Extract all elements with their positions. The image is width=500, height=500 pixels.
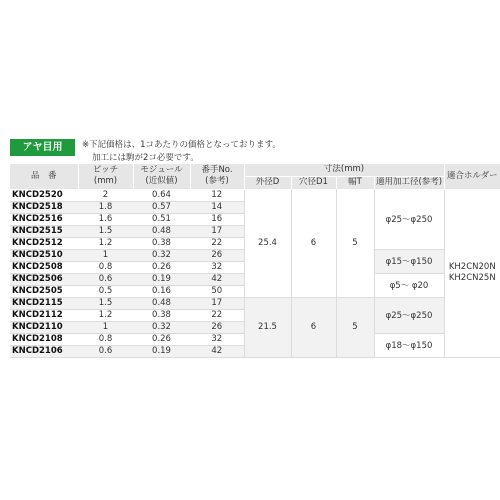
module-value: 0.48 xyxy=(133,297,190,309)
product-code: KNCD2510 xyxy=(10,249,78,261)
module-value: 0.38 xyxy=(133,237,190,249)
header-pitch-unit: (mm) xyxy=(93,176,118,187)
holder-2: KH2CN25N xyxy=(448,273,496,283)
range-value: φ15〜φ150 xyxy=(374,249,444,273)
module-value: 0.38 xyxy=(133,309,190,321)
header-range: 適用加工径(参考) xyxy=(375,177,443,188)
header-module-sub: (近似値) xyxy=(145,176,178,187)
module-value: 0.32 xyxy=(133,249,190,261)
module-value: 0.57 xyxy=(133,201,190,213)
range-value: φ25〜φ250 xyxy=(374,189,444,249)
module-value: 0.51 xyxy=(133,213,190,225)
table-row xyxy=(10,297,500,309)
pitch-value: 0.8 xyxy=(78,261,133,273)
holder-cell xyxy=(444,189,500,357)
pitch-value: 1.2 xyxy=(78,309,133,321)
pitch-value: 2 xyxy=(78,189,133,201)
product-code: KNCD2112 xyxy=(10,309,78,321)
pitch-value: 0.8 xyxy=(78,333,133,345)
hole-diameter: 6 xyxy=(291,297,336,357)
price-notes xyxy=(82,139,281,165)
product-code: KNCD2512 xyxy=(10,237,78,249)
holder-1: KH2CN20N xyxy=(448,262,496,272)
number-value: 22 xyxy=(190,309,244,321)
product-code: KNCD2108 xyxy=(10,333,78,345)
pitch-value: 1.2 xyxy=(78,237,133,249)
product-code: KNCD2518 xyxy=(10,201,78,213)
table-row xyxy=(10,189,500,201)
number-value: 17 xyxy=(190,297,244,309)
product-code: KNCD2515 xyxy=(10,225,78,237)
pitch-value: 1.5 xyxy=(78,225,133,237)
product-code: KNCD2520 xyxy=(10,189,78,201)
product-code: KNCD2506 xyxy=(10,273,78,285)
header-hole: 穴径D1 xyxy=(291,176,336,189)
number-value: 26 xyxy=(190,321,244,333)
hole-diameter: 6 xyxy=(291,189,336,297)
header-product: 品 番 xyxy=(10,164,78,189)
spec-table xyxy=(10,164,500,358)
header-holder: 適合ホルダー xyxy=(444,164,500,189)
pitch-value: 1 xyxy=(78,249,133,261)
module-value: 0.19 xyxy=(133,345,190,357)
number-value: 32 xyxy=(190,333,244,345)
module-value: 0.26 xyxy=(133,261,190,273)
product-code: KNCD2508 xyxy=(10,261,78,273)
note-line-2: 加工には駒が2コ必要です。 xyxy=(92,153,199,163)
number-value: 22 xyxy=(190,237,244,249)
header-pitch-label: ピッチ xyxy=(92,165,119,176)
header-number xyxy=(190,164,244,189)
number-value: 42 xyxy=(190,273,244,285)
header-module xyxy=(133,164,190,189)
product-code: KNCD2106 xyxy=(10,345,78,357)
note-line-1: ※下記価格は、1コあたりの価格となっております。 xyxy=(82,140,281,150)
range-value: φ5〜 φ20 xyxy=(374,273,444,297)
product-code: KNCD2115 xyxy=(10,297,78,309)
range-value: φ18〜φ150 xyxy=(374,333,444,357)
header-number-label: 番手No. xyxy=(201,165,233,176)
outer-diameter: 25.4 xyxy=(244,189,291,297)
header-pitch xyxy=(78,164,133,189)
number-value: 12 xyxy=(190,189,244,201)
outer-diameter: 21.5 xyxy=(244,297,291,357)
category-badge: アヤ目用 xyxy=(10,139,75,156)
product-code: KNCD2516 xyxy=(10,213,78,225)
module-value: 0.16 xyxy=(133,285,190,297)
header-outer: 外径D xyxy=(244,176,291,189)
module-value: 0.48 xyxy=(133,225,190,237)
product-code: KNCD2110 xyxy=(10,321,78,333)
header-width: 幅T xyxy=(336,176,374,189)
header-dims: 寸法(mm) xyxy=(244,164,444,176)
pitch-value: 0.5 xyxy=(78,285,133,297)
number-value: 17 xyxy=(190,225,244,237)
pitch-value: 1.8 xyxy=(78,201,133,213)
range-value: φ25〜φ250 xyxy=(374,297,444,333)
number-value: 32 xyxy=(190,261,244,273)
pitch-value: 1.6 xyxy=(78,213,133,225)
number-value: 26 xyxy=(190,249,244,261)
number-value: 50 xyxy=(190,285,244,297)
header-number-sub: (参考) xyxy=(205,176,229,187)
pitch-value: 0.6 xyxy=(78,273,133,285)
number-value: 14 xyxy=(190,201,244,213)
product-code: KNCD2505 xyxy=(10,285,78,297)
module-value: 0.64 xyxy=(133,189,190,201)
width-value: 5 xyxy=(336,297,374,357)
pitch-value: 1 xyxy=(78,321,133,333)
number-value: 16 xyxy=(190,213,244,225)
module-value: 0.26 xyxy=(133,333,190,345)
pitch-value: 0.6 xyxy=(78,345,133,357)
module-value: 0.32 xyxy=(133,321,190,333)
pitch-value: 1.5 xyxy=(78,297,133,309)
header-module-label: モジュール xyxy=(140,165,183,176)
module-value: 0.19 xyxy=(133,273,190,285)
width-value: 5 xyxy=(336,189,374,297)
number-value: 42 xyxy=(190,345,244,357)
